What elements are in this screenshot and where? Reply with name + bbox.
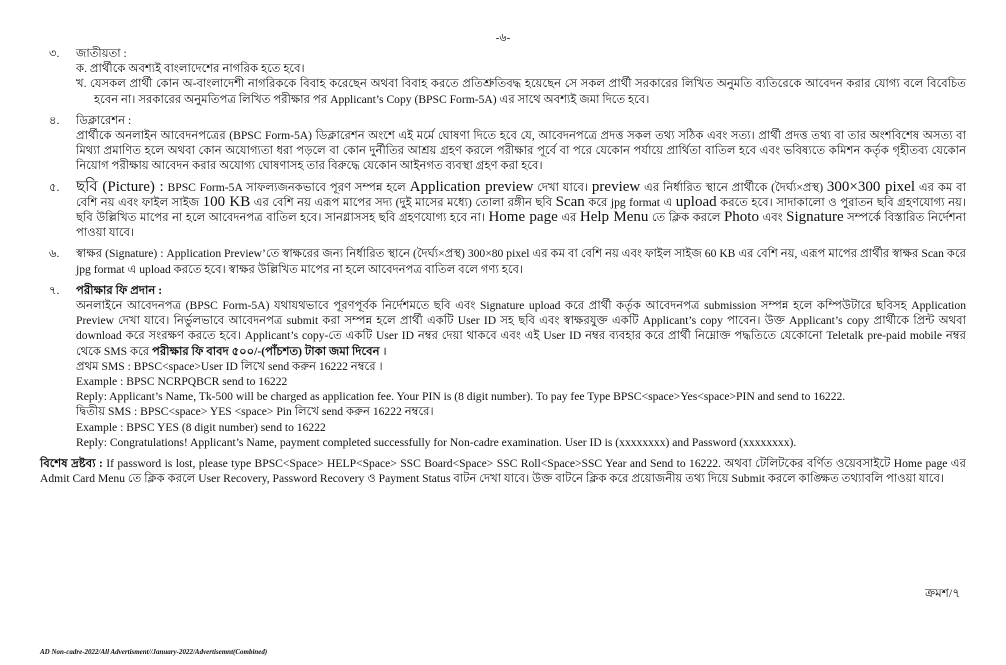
sms-second: দ্বিতীয় SMS : BPSC<space> YES <space> Pin লিখে send করুন 16222 নম্বরে।	[76, 405, 434, 419]
note-text: If password is lost, please type BPSC<Space> HELP<Space> SSC Board<Space> SSC Roll<Space>SSC Year and Send to 16222. অথবা টেলিটকের বর্ণিত ওয়েবসাইটে Home page এর Admit Card Menu তে ক্লিক করলে User Recovery, Password Recovery ও Payment Status বাটন দেখা যাবে। উক্ত বাটনে ক্লিক করে প্রয়োজনীয় তথ্য দিয়ে Submit করলে কাঙ্ক্ষিত তথ্যাবলি পাওয়া যাবে।	[40, 457, 966, 486]
special-note	[40, 456, 966, 486]
section-text: স্বাক্ষর (Signature) : Application Preview’তে স্বাক্ষরের জন্য নির্ধারিত স্থানে (দৈর্ঘ্য×প্রস্থ) 300×80 pixel এর কম বা বেশি নয় এবং ফাইল সাইজ 60 KB এর বেশি নয়, এরূপ মাপের প্রার্থীর স্বাক্ষর Scan করে jpg format এ upload করতে হবে। স্বাক্ষর উল্লিখিত মাপের না হলে আবেদনপত্র বাতিল বলে গণ্য হবে।	[76, 247, 966, 276]
text-run: Scan	[555, 193, 585, 210]
text-run: তে ক্লিক করলে	[651, 211, 721, 225]
text-run: এর নির্ধারিত স্থানে প্রার্থীকে (দৈর্ঘ্য×প্রস্থ)	[644, 180, 824, 194]
text-run: করতে হবে। সাদাকালো ও পুরাতন ছবি গ্রহণযোগ্য নয়। ছবি উল্লিখিত মাপের না হলে আবেদনপত্র বাতিল হবে। সানগ্লাসসহ ছবি গ্রহণযোগ্য হবে না।	[76, 195, 966, 225]
text-run: Help Menu	[579, 209, 649, 226]
text-run: Home page	[488, 209, 558, 226]
fee-amount-text: পরীক্ষার ফি বাবদ ৫০০/-(পাঁচশত) টাকা জমা দিবেন	[152, 344, 380, 358]
sms-first: প্রথম SMS : BPSC<space>User ID লিখে send করুন 16222 নম্বরে ।	[76, 359, 383, 373]
section-nationality	[40, 46, 966, 107]
text-run: ।	[382, 344, 387, 358]
footer-path: AD Non-cadre-2022/All Advertisment//January-2022/Advertisemnt(Combined)	[40, 648, 268, 656]
sms-reply-2: Reply: Congratulations! Applicant’s Name, payment completed successfully for Non-cadre examination. User ID is (xxxxxxxx) and Password (xxxxxxxx).	[76, 435, 797, 449]
section-number: ৩.	[49, 47, 60, 60]
text-run: preview	[591, 178, 641, 195]
clause-ka: ক. প্রার্থীকে অবশ্যই বাংলাদেশের নাগরিক হতে হবে।	[76, 62, 305, 76]
text-run: Application preview	[409, 178, 534, 195]
text-run: 300×300 pixel	[826, 178, 916, 195]
text-run: 100 KB	[202, 193, 251, 210]
sms-example-1: Example : BPSC NCRPQBCR send to 16222	[76, 375, 288, 389]
note-label: বিশেষ দ্রষ্টব্য :	[40, 457, 103, 471]
text-run: এবং	[762, 211, 783, 225]
section-number: ৭.	[49, 283, 60, 297]
section-text: প্রার্থীকে অনলাইন আবেদনপত্রের (BPSC Form-5A) ডিক্লারেশন অংশে এই মর্মে ঘোষণা দিতে হবে যে, আবেদনপত্রে প্রদত্ত সকল তথ্য সঠিক এবং সত্য। প্রার্থী প্রদত্ত তথ্য বা তার অংশবিশেষ অসত্য বা মিথ্যা প্রমাণিত হলে অথবা কোন অযোগ্যতা ধরা পড়লে বা কোন দুর্নীতির আশ্রয় গ্রহণ করলে পরীক্ষার পূর্বে বা পরে যেকোন পর্যায়ে প্রার্থিতা বাতিল হবে এবং ভবিষ্যতে কমিশন কর্তৃক গৃহীতব্য যেকোন নিয়োগ পরীক্ষায় আবেদন করার অযোগ্য ঘোষণাসহ তার বিরুদ্ধে যেকোন আইনগত ব্যবস্থা গ্রহণ করা হবে।	[76, 129, 966, 173]
text-run: এর কম বা বেশি নয় এবং ফাইল সাইজ	[76, 180, 967, 209]
text-run: Photo	[723, 209, 759, 226]
fee-paragraph	[76, 298, 966, 359]
section-number: ৪.	[49, 113, 60, 127]
text-run: upload	[675, 193, 717, 210]
text-run: সম্পর্কে বিস্তারিত নির্দেশনা পাওয়া যাবে।	[76, 211, 966, 240]
text-run: করে jpg format এ	[588, 195, 673, 209]
section-number: ৬.	[49, 247, 60, 261]
text-run: দেখা যাবে।	[537, 180, 589, 194]
section-exam-fee	[40, 283, 966, 450]
section-declaration	[40, 113, 966, 174]
section-signature	[40, 246, 966, 276]
section-text	[76, 180, 966, 241]
document-body	[40, 46, 966, 486]
section-title: ডিক্লারেশন :	[76, 113, 132, 127]
section-title: পরীক্ষার ফি প্রদান :	[76, 283, 163, 297]
text-run: অনলাইনে আবেদনপত্র (BPSC Form-5A) যথাযথভাবে পূরণপূর্বক নির্দেশমতে ছবি এবং Signature upload করে প্রার্থী কর্তৃক আবেদনপত্র submission সম্পন্ন হলে কম্পিউটারে ছবিসহ Application Preview দেখা যাবে। নির্ভুলভাবে আবেদনপত্র submit করা সম্পন্ন হলে প্রার্থী একটি User ID সহ ছবি এবং স্বাক্ষরযুক্ত একটি Applicant’s copy পাবেন। উক্ত Applicant’s copy প্রার্থীকে প্রিন্ট অথবা download করে সংরক্ষণ করতে হবে। Applicant’s copy-তে একটি User ID নম্বর দেয়া থাকবে এবং এই User ID নম্বর ব্যবহার করে প্রার্থী নিম্নোক্ত পদ্ধতিতে যেকোনো Teletalk pre-paid mobile নম্বর থেকে SMS করে	[76, 299, 966, 358]
clause-kha: খ. যেসকল প্রার্থী কোন অ-বাংলাদেশী নাগরিককে বিবাহ করেছেন অথবা বিবাহ করতে প্রতিশ্রুতিবদ্ধ হয়েছেন সে সকল প্রার্থী সরকারের লিখিত অনুমতি ব্যতিরেকে আবেদন করার যোগ্য বলে বিবেচিত হবেন না। সরকারের অনুমতিপত্র লিখিত পরীক্ষার পর Applicant’s Copy (BPSC Form-5A) এর সাথে অবশ্যই জমা দিতে হবে।	[76, 77, 966, 106]
section-title: জাতীয়তা :	[76, 47, 127, 60]
section-number: ৫.	[49, 180, 60, 194]
sms-example-2: Example : BPSC YES (8 digit number) send to 16222	[76, 420, 326, 434]
section-picture	[40, 180, 966, 241]
page-number: -৬-	[495, 32, 511, 44]
text-run: BPSC Form-5A সাফল্যজনকভাবে পূরণ সম্পন্ন হলে	[167, 180, 406, 194]
text-run: এর বেশি নয় এরূপ মাপের সদ্য (দুই মাসের মধ্যে) তোলা রঙ্গীন ছবি	[253, 195, 553, 209]
picture-label: ছবি (Picture) :	[76, 178, 164, 195]
text-run: Signature	[786, 209, 844, 226]
sms-reply-1: Reply: Applicant’s Name, Tk-500 will be charged as application fee. Your PIN is (8 digit number). To pay fee Type BPSC<space>Yes<space>PIN and send to 16222.	[76, 390, 846, 404]
continued-marker: ক্রমশ/৭	[925, 586, 960, 600]
text-run: এর	[561, 211, 577, 225]
